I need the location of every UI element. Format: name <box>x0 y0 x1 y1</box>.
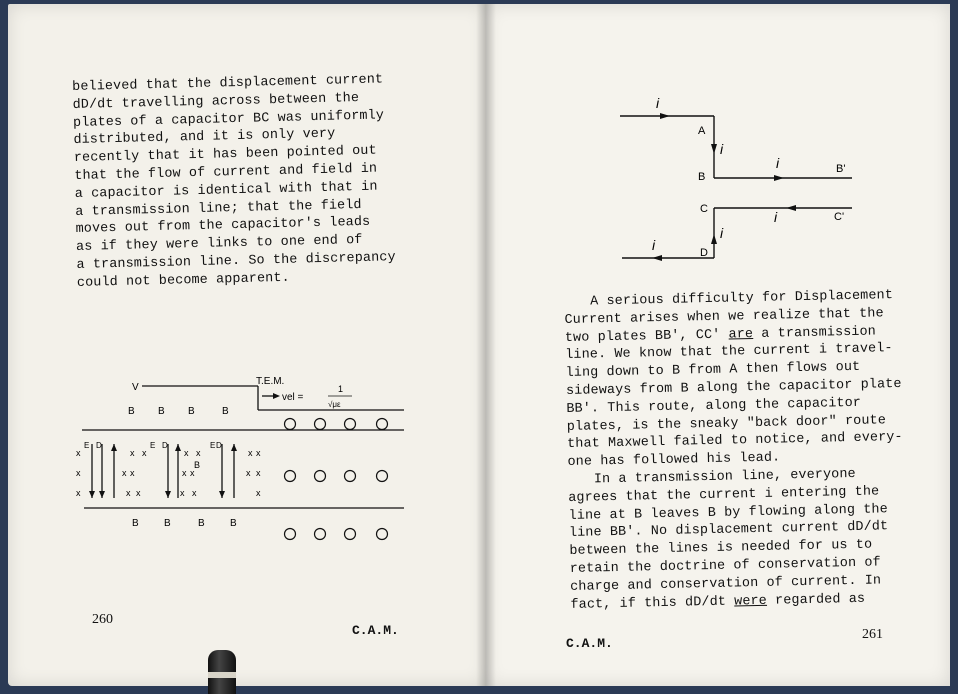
tem-label: T.E.M. <box>256 376 285 387</box>
current-label: i <box>720 225 724 241</box>
text-line: that Maxwell failed to notice, and every- <box>567 430 903 453</box>
text-line: a transmission line; that the field <box>75 197 362 220</box>
b-field-bottom-row <box>132 518 237 529</box>
tem-wave-figure <box>70 372 410 557</box>
text-line: fact, if this dD/dt were regarded as <box>570 591 866 613</box>
page-number-left: 260 <box>92 612 113 627</box>
e-label: E <box>84 441 90 450</box>
e-field-arrowhead <box>175 444 181 451</box>
current-label: i <box>720 141 724 157</box>
pen-band <box>208 672 236 678</box>
text-line: one has followed his lead. <box>567 450 781 471</box>
text-line: A serious difficulty for Displacement <box>590 288 894 310</box>
b-field-circle <box>377 471 388 482</box>
voltage-label: V <box>132 382 139 393</box>
underlined-word: were <box>734 593 768 610</box>
x-mark: x <box>246 468 251 478</box>
text-line: distributed, and it is only very <box>73 126 336 149</box>
current-label: i <box>652 237 656 253</box>
text-line: recently that it has been pointed out <box>73 143 377 167</box>
text-line: moves out from the capacitor's leads <box>75 215 371 238</box>
node-c-prime-label: C' <box>834 211 845 223</box>
b-label: B <box>230 518 237 529</box>
b-field-circle <box>315 529 326 540</box>
node-b-label: B <box>698 171 706 183</box>
node-c-label: C <box>700 203 708 215</box>
x-mark: x <box>122 468 127 478</box>
text-line: Current arises when we realize that the <box>564 306 884 328</box>
x-mark: x <box>180 488 185 498</box>
b-field-circles <box>285 419 388 540</box>
b-field-circle <box>285 419 296 430</box>
e-field-arrowhead <box>111 444 117 451</box>
x-mark: x <box>192 488 197 498</box>
e-field-arrowhead <box>219 491 225 498</box>
text-line: ling down to B from A then flows out <box>565 360 861 382</box>
text-line: a capacitor is identical with that in <box>74 179 378 202</box>
x-mark: x <box>248 448 253 458</box>
text-line: retain the doctrine of conservation of <box>569 555 881 577</box>
e-label: E <box>150 441 156 450</box>
text-line: plates, is the sneaky "back door" route <box>566 412 887 435</box>
x-mark: x <box>190 468 195 478</box>
velocity-denominator: √με <box>328 400 341 409</box>
velocity-numerator: 1 <box>338 384 344 394</box>
b-field-circle <box>345 529 356 540</box>
b-label: B <box>198 518 205 529</box>
text-line: two plates BB', CC' are a transmission <box>564 324 877 346</box>
text-line: line. We know that the current i travel- <box>565 341 893 364</box>
b-label: B <box>132 518 139 529</box>
node-b-prime-label: B' <box>836 163 846 175</box>
b-label: B <box>164 518 171 529</box>
e-field-arrowhead <box>99 491 105 498</box>
x-mark: x <box>256 448 261 458</box>
x-mark: x <box>76 488 81 498</box>
e-field-arrowhead <box>89 491 95 498</box>
d-label: D <box>162 441 168 450</box>
text-line: charge and conservation of current. In <box>569 573 882 595</box>
text-line: between the lines is needed for us to <box>569 537 873 560</box>
text-line: In a transmission line, everyone <box>593 466 856 488</box>
node-a-label: A <box>698 125 706 137</box>
b-label: B <box>158 406 165 417</box>
current-label: i <box>776 155 780 171</box>
current-label: i <box>774 209 778 225</box>
text-line: believed that the displacement current <box>72 72 384 95</box>
b-field-circle <box>315 419 326 430</box>
text-line: dD/dt travelling across between the <box>72 90 360 113</box>
x-mark: x <box>130 448 135 458</box>
b-field-circle <box>377 419 388 430</box>
b-field-circle <box>315 471 326 482</box>
b-field-top-row <box>128 406 229 417</box>
text-line: sideways from B along the capacitor plate <box>565 376 902 399</box>
b-label: B <box>194 460 201 470</box>
underlined-word: are <box>728 326 754 343</box>
footer-initials-right: C.A.M. <box>566 636 613 651</box>
velocity-label: vel = <box>282 392 304 403</box>
e-field-arrowhead <box>165 491 171 498</box>
b-field-circle <box>377 529 388 540</box>
x-mark: x <box>256 468 261 478</box>
e-field-arrows <box>84 441 237 498</box>
text-line: agrees that the current i entering the <box>568 484 880 506</box>
b-field-circle <box>285 471 296 482</box>
x-mark: x <box>126 488 131 498</box>
x-mark: x <box>182 468 187 478</box>
text-line: as if they were links to one end of <box>75 233 363 256</box>
text-line: BB'. This route, along the capacitor <box>566 395 862 417</box>
x-mark: x <box>136 488 141 498</box>
right-page-text <box>564 287 906 614</box>
x-mark: x <box>130 468 135 478</box>
left-page-paragraph <box>72 71 396 292</box>
x-mark: x <box>76 448 81 458</box>
b-label: B <box>222 406 229 417</box>
text-line: line at B leaves B by flowing along the <box>568 501 888 524</box>
b-field-circle <box>345 419 356 430</box>
x-mark: x <box>184 448 189 458</box>
d-label: D <box>216 441 222 450</box>
d-label: D <box>96 441 102 450</box>
text-line: a transmission line. So the discrepancy <box>76 250 396 273</box>
b-field-circle <box>285 529 296 540</box>
page-number-right: 261 <box>862 627 883 642</box>
x-mark: x <box>196 448 201 458</box>
e-label: E <box>210 441 216 450</box>
b-label: B <box>128 406 135 417</box>
capacitor-current-diagram <box>612 92 862 270</box>
text-line: line BB'. No displacement current dD/dt <box>568 519 889 542</box>
text-line: could not become apparent. <box>76 270 290 291</box>
x-mark: x <box>256 488 261 498</box>
book-gutter <box>476 4 496 686</box>
x-mark: x <box>142 448 147 458</box>
current-label: i <box>656 95 660 111</box>
b-field-circle <box>345 471 356 482</box>
x-mark: x <box>76 468 81 478</box>
text-line: that the flow of current and field in <box>74 161 378 184</box>
node-d-label: D <box>700 247 708 259</box>
text-line: plates of a capacitor BC was uniformly <box>72 107 385 131</box>
footer-initials-left: C.A.M. <box>352 623 399 638</box>
e-field-arrowhead <box>231 444 237 451</box>
b-label: B <box>188 406 195 417</box>
